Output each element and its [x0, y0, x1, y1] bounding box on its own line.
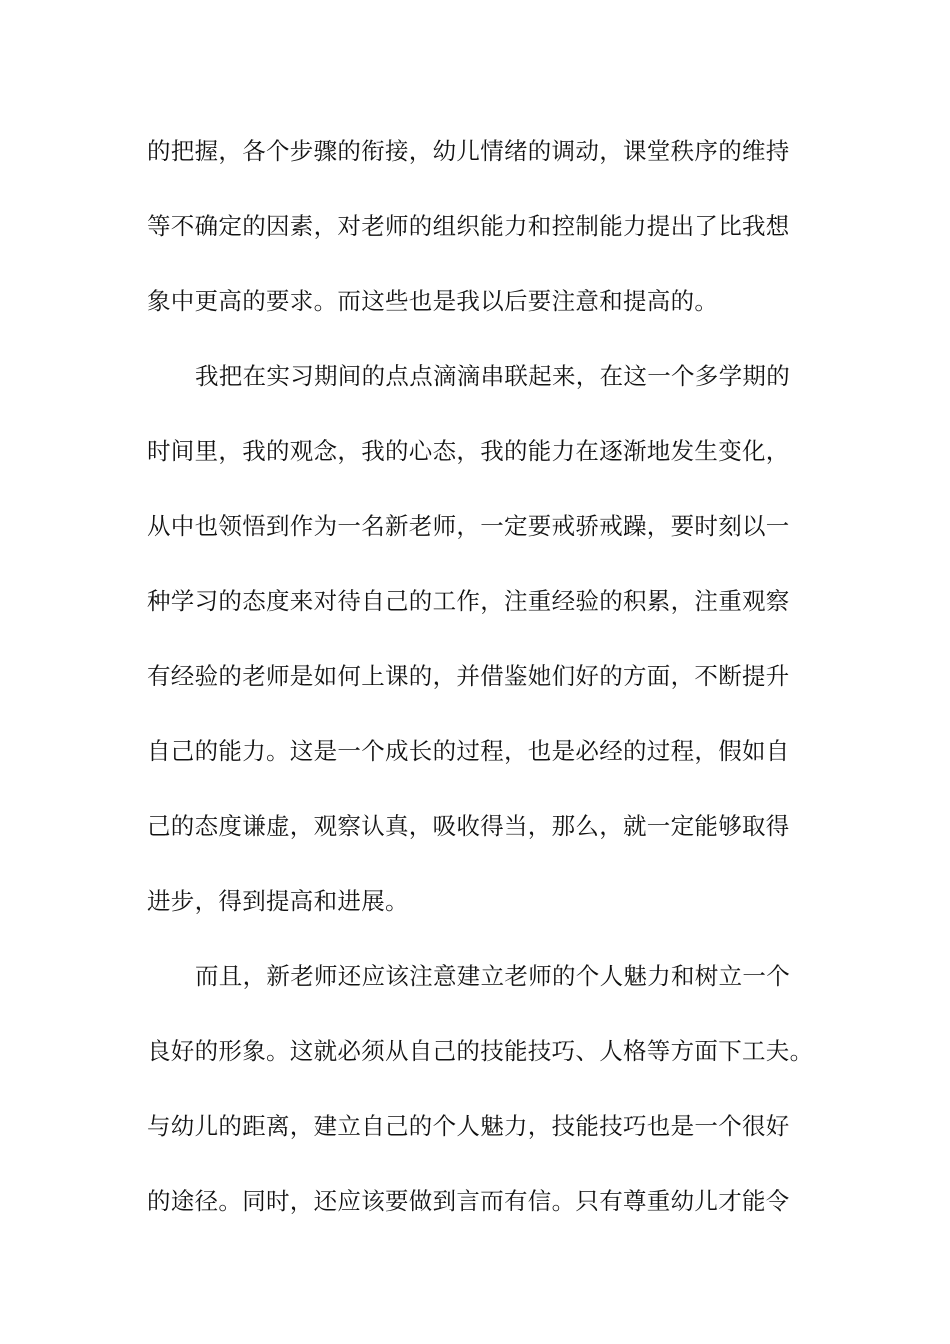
- text-line: 己的态度谦虚，观察认真，吸收得当，那么，就一定能够取得: [147, 812, 790, 840]
- text-line: 自己的能力。这是一个成长的过程，也是必经的过程，假如自: [147, 737, 790, 765]
- text-line: 与幼儿的距离，建立自己的个人魅力，技能技巧也是一个很好: [147, 1112, 790, 1140]
- paragraph-first-line: 我把在实习期间的点点滴滴串联起来，在这一个多学期的: [195, 362, 790, 390]
- text-line: 等不确定的因素，对老师的组织能力和控制能力提出了比我想: [147, 212, 790, 240]
- text-line: 种学习的态度来对待自己的工作，注重经验的积累，注重观察: [147, 587, 790, 615]
- text-line: 良好的形象。这就必须从自己的技能技巧、人格等方面下工夫。: [147, 1037, 814, 1065]
- text-line: 的途径。同时，还应该要做到言而有信。只有尊重幼儿才能令: [147, 1187, 790, 1215]
- text-line: 进步，得到提高和进展。: [147, 887, 409, 915]
- paragraph-first-line: 而且，新老师还应该注意建立老师的个人魅力和树立一个: [195, 962, 790, 990]
- text-line: 象中更高的要求。而这些也是我以后要注意和提高的。: [147, 287, 719, 315]
- text-line: 从中也领悟到作为一名新老师，一定要戒骄戒躁，要时刻以一: [147, 512, 790, 540]
- text-line: 的把握，各个步骤的衔接，幼儿情绪的调动，课堂秩序的维持: [147, 137, 790, 165]
- text-line: 有经验的老师是如何上课的，并借鉴她们好的方面，不断提升: [147, 662, 790, 690]
- text-line: 时间里，我的观念，我的心态，我的能力在逐渐地发生变化，: [147, 437, 790, 465]
